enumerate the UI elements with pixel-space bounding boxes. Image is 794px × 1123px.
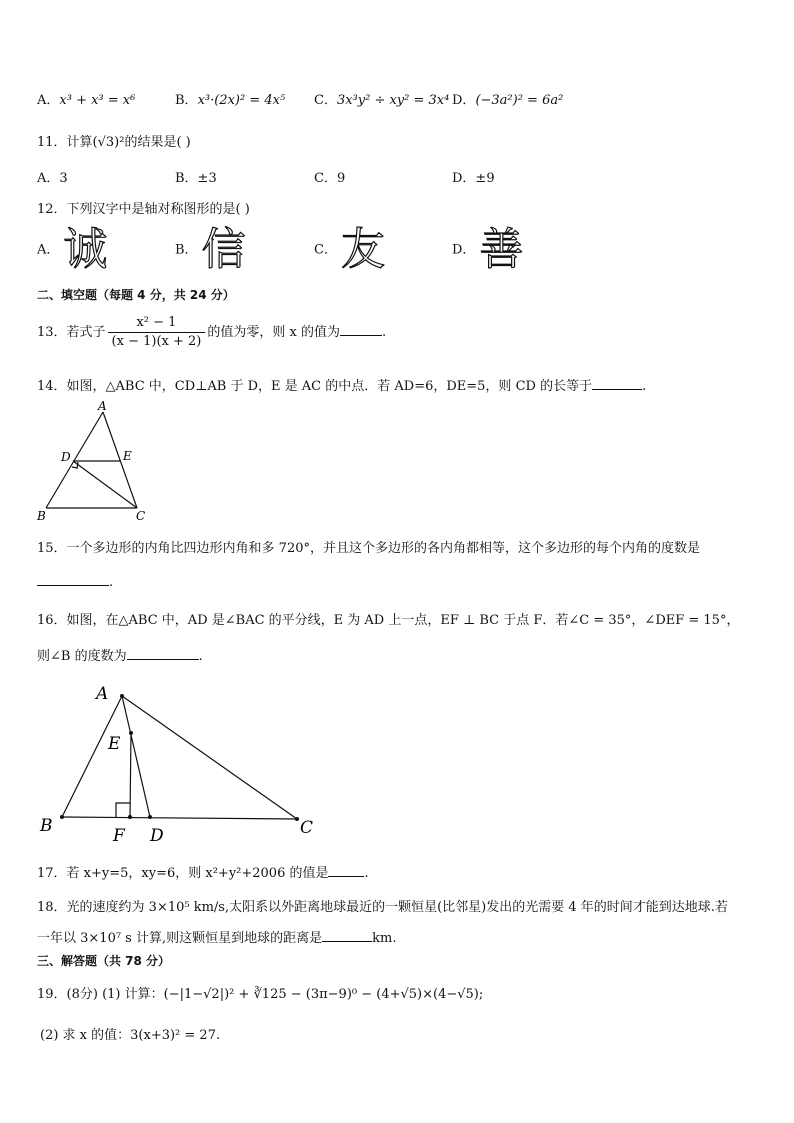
q17-end: . bbox=[364, 866, 369, 881]
q16-segment-ef bbox=[130, 733, 131, 817]
q11-stem: 11．计算(√3)²的结果是( ) bbox=[37, 135, 191, 150]
q14-side-ab bbox=[46, 412, 103, 508]
q13-prefix: 13．若式子 bbox=[37, 325, 106, 340]
q15-stem: 15．一个多边形的内角比四边形内角和多 720°，并且这个多边形的各内角都相等，这个多边形的每个内角的度数是 bbox=[37, 541, 700, 556]
q10-option-a-expr: x³ + x³ = x⁶ bbox=[59, 93, 136, 108]
q10-option-b-letter: B． bbox=[175, 93, 198, 108]
section-2-heading: 二、填空题（每题 4 分，共 24 分） bbox=[37, 288, 235, 302]
q12-option-c-char: 友 bbox=[340, 224, 385, 275]
q10-option-d-expr: (−3a²)² = 6a² bbox=[475, 93, 564, 108]
q10-option-c-expr: 3x³y² ÷ xy² = 3x⁴ bbox=[336, 93, 450, 108]
q14-segment-cd bbox=[73, 461, 137, 508]
q11-option-c: C．9 bbox=[314, 171, 346, 186]
q12-option-c-letter: C． bbox=[314, 242, 337, 258]
q16-side-ab bbox=[62, 696, 122, 817]
q10-option-a bbox=[37, 89, 135, 108]
q12-option-a-char: 诚 bbox=[63, 224, 108, 275]
q16-side-ac bbox=[122, 696, 297, 819]
q16-end: . bbox=[198, 649, 203, 664]
q13-numerator: x² − 1 bbox=[108, 314, 206, 333]
q16-label-e: E bbox=[108, 734, 121, 754]
q16-label-f: F bbox=[113, 826, 125, 846]
q17 bbox=[37, 862, 369, 881]
q12-option-a-letter: A． bbox=[37, 242, 60, 258]
q14-label-a: A bbox=[98, 399, 107, 413]
q13-denominator: (x − 1)(x + 2) bbox=[111, 334, 202, 349]
q16-answer-blank[interactable] bbox=[127, 647, 199, 660]
q12-stem: 12．下列汉字中是轴对称图形的是( ) bbox=[37, 202, 250, 217]
q16-segment-ad bbox=[122, 696, 150, 817]
q14-answer-blank[interactable] bbox=[592, 377, 642, 390]
q10-option-b bbox=[175, 89, 285, 108]
q13-suffix: 的值为零，则 x 的值为 bbox=[207, 325, 340, 340]
q12-option-c bbox=[314, 224, 385, 275]
q11-option-d: D．±9 bbox=[452, 171, 495, 186]
q14 bbox=[37, 375, 646, 394]
q10-option-b-expr: x³·(2x)² = 4x⁵ bbox=[197, 93, 286, 108]
q13-end: . bbox=[381, 325, 387, 340]
q14-stem: 14．如图，△ABC 中，CD⊥AB 于 D，E 是 AC 的中点．若 AD=6，DE=5，则 CD 的长等于 bbox=[37, 379, 593, 394]
q19-part1: 19．(8分) (1) 计算：(−|1−√2|)² + ∛125 − (3π−9)⁰ − (4+√5)×(4−√5); bbox=[37, 987, 484, 1002]
q13 bbox=[37, 314, 386, 351]
q11-option-a: A．3 bbox=[37, 171, 68, 186]
q16-label-d: D bbox=[150, 826, 164, 846]
q12-option-b bbox=[175, 224, 246, 275]
q10-option-c-letter: C． bbox=[314, 93, 337, 108]
q10-option-d-letter: D． bbox=[452, 93, 476, 108]
q18-line2: 一年以 3×10⁷ s 计算,则这颗恒星到地球的距离是 bbox=[37, 931, 323, 946]
q17-answer-blank[interactable] bbox=[328, 864, 364, 877]
q12-option-a bbox=[37, 224, 108, 275]
q12-option-b-letter: B． bbox=[175, 242, 198, 258]
q12-option-d-letter: D． bbox=[452, 242, 476, 258]
section-3-heading: 三、解答题（共 78 分） bbox=[37, 954, 171, 968]
q15-answer-blank[interactable] bbox=[37, 573, 109, 586]
q18-line2-row bbox=[37, 927, 396, 946]
q14-label-e: E bbox=[123, 449, 132, 463]
q14-end: . bbox=[642, 379, 647, 394]
q18-line1: 18．光的速度约为 3×10⁵ km/s,太阳系以外距离地球最近的一颗恒星(比邻星)发出的光需要 4 年的时间才能到达地球.若 bbox=[37, 900, 728, 915]
q13-answer-blank[interactable] bbox=[340, 323, 382, 336]
q15-end: . bbox=[109, 575, 114, 590]
q19-part2: (2) 求 x 的值：3(x+3)² = 27. bbox=[40, 1028, 221, 1043]
q12-option-b-char: 信 bbox=[201, 224, 246, 275]
q10-option-a-letter: A． bbox=[37, 93, 60, 108]
q18-end: km. bbox=[372, 931, 397, 946]
q12-option-d-char: 善 bbox=[479, 224, 524, 275]
q14-side-ac bbox=[103, 412, 137, 508]
q14-label-b: B bbox=[37, 509, 46, 523]
q17-stem: 17．若 x+y=5，xy=6，则 x²+y²+2006 的值是 bbox=[37, 866, 329, 881]
q16-stem2: 则∠B 的度数为 bbox=[37, 649, 127, 664]
q16-stem2-row bbox=[37, 645, 203, 664]
q16-label-c: C bbox=[300, 818, 314, 838]
q16-stem: 16．如图，在△ABC 中，AD 是∠BAC 的平分线，E 为 AD 上一点，EF ⊥ BC 于点 F．若∠C = 35°，∠DEF = 15°， bbox=[37, 613, 740, 628]
q13-fraction bbox=[108, 314, 206, 351]
q14-label-c: C bbox=[136, 509, 146, 523]
q10-option-c bbox=[314, 89, 449, 108]
q10-option-d bbox=[452, 89, 563, 108]
q16-label-a: A bbox=[96, 684, 109, 704]
q16-label-b: B bbox=[40, 816, 53, 836]
q16-side-bc bbox=[62, 817, 297, 819]
q11-option-b: B．±3 bbox=[175, 171, 217, 186]
q16-right-angle-mark bbox=[116, 803, 130, 817]
q15-answer bbox=[37, 573, 113, 590]
q16-figure bbox=[30, 675, 330, 850]
q14-figure bbox=[30, 398, 160, 526]
q18-answer-blank[interactable] bbox=[322, 929, 372, 942]
q14-label-d: D bbox=[61, 450, 71, 464]
q12-option-d bbox=[452, 224, 524, 275]
